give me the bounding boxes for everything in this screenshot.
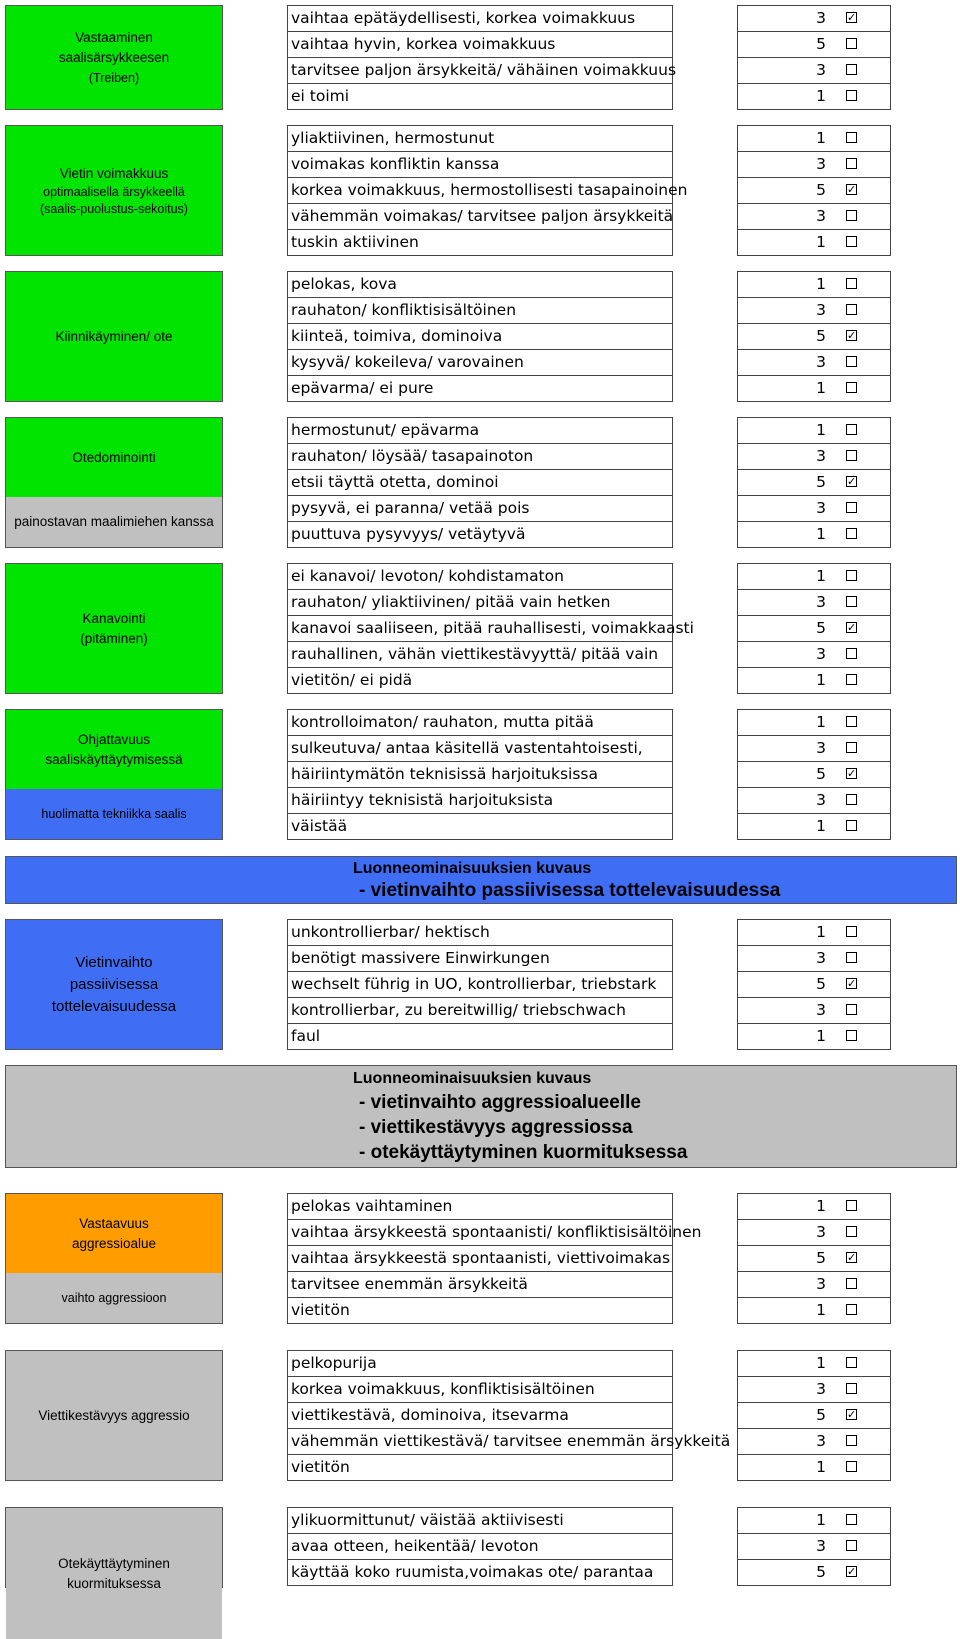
- score-cell: [737, 735, 891, 762]
- score-checkbox[interactable]: [846, 1278, 857, 1289]
- score-value: 1: [816, 923, 826, 941]
- score-cell: [737, 1193, 891, 1220]
- score-checkbox[interactable]: [846, 210, 857, 221]
- option-text: vietitön/ ei pidä: [287, 667, 673, 694]
- score-value: 3: [816, 949, 826, 967]
- score-cell: [737, 615, 891, 642]
- score-value: 3: [816, 1432, 826, 1450]
- header-line: - viettikestävyys aggressiossa: [359, 1117, 633, 1138]
- option-text: korkea voimakkuus, konfliktisisältöinen: [287, 1376, 673, 1403]
- label-line: Vietin voimakkuus: [59, 165, 169, 181]
- header-title: Luonneominaisuuksien kuvaus: [353, 860, 592, 877]
- score-cell: [737, 443, 891, 470]
- option-text: avaa otteen, heikentää/ levoton: [287, 1533, 673, 1560]
- score-checkbox[interactable]: [846, 1226, 857, 1237]
- option-text: ylikuormittunut/ väistää aktiivisesti: [287, 1507, 673, 1534]
- score-value: 1: [816, 525, 826, 543]
- option-text: käyttää koko ruumista,voimakas ote/ parantaa: [287, 1559, 673, 1586]
- score-value: 1: [816, 713, 826, 731]
- score-checkbox[interactable]: ✓: [847, 329, 857, 342]
- score-value: 1: [816, 567, 826, 585]
- label-line: kuormituksessa: [67, 1575, 161, 1591]
- score-cell: [737, 469, 891, 496]
- option-text: viettikestävä, dominoiva, itsevarma: [287, 1402, 673, 1429]
- label-line: saalisärsykkeesen: [58, 50, 170, 65]
- score-value: 3: [816, 9, 826, 27]
- label-line: Viettikestävyys aggressio: [38, 1407, 190, 1423]
- score-cell: [737, 349, 891, 376]
- score-checkbox[interactable]: [846, 926, 857, 937]
- score-value: 1: [816, 129, 826, 147]
- option-text: pelokas vaihtaminen: [287, 1193, 673, 1220]
- score-value: 1: [816, 233, 826, 251]
- score-value: 5: [816, 619, 826, 637]
- score-cell: [737, 1533, 891, 1560]
- score-checkbox[interactable]: [846, 1461, 857, 1472]
- option-text: häiriintyy teknisistä harjoituksista: [287, 787, 673, 814]
- score-cell: [737, 375, 891, 402]
- score-checkbox[interactable]: [846, 742, 857, 753]
- label-line: huolimatta tekniikka saalis: [41, 806, 187, 821]
- option-text: kysyvä/ kokeileva/ varovainen: [287, 349, 673, 376]
- section-header: [5, 856, 957, 904]
- score-cell: [737, 1402, 891, 1429]
- score-cell: [737, 1297, 891, 1324]
- score-checkbox[interactable]: ✓: [847, 1565, 857, 1578]
- score-cell: [737, 1376, 891, 1403]
- label-line: (Treiben): [88, 71, 140, 85]
- option-text: puuttuva pysyvyys/ vetäytyvä: [287, 521, 673, 548]
- score-value: 1: [816, 1027, 826, 1045]
- label-line: tottelevaisuudessa: [51, 997, 177, 1015]
- score-checkbox[interactable]: [846, 1383, 857, 1394]
- score-cell: [737, 1245, 891, 1272]
- option-text: vietitön: [287, 1297, 673, 1324]
- score-checkbox[interactable]: [846, 38, 857, 49]
- option-text: etsii täyttä otetta, dominoi: [287, 469, 673, 496]
- option-text: vähemmän viettikestävä/ tarvitsee enemmän ärsykkeitä: [287, 1428, 673, 1455]
- score-cell: [737, 787, 891, 814]
- score-value: 5: [816, 1406, 826, 1424]
- score-value: 3: [816, 301, 826, 319]
- score-cell: [737, 495, 891, 522]
- section-header: [5, 1065, 957, 1168]
- score-checkbox[interactable]: [846, 952, 857, 963]
- score-cell: [737, 945, 891, 972]
- label-line: optimaalisella ärsykkeellä: [43, 184, 185, 199]
- score-value: 3: [816, 593, 826, 611]
- score-value: 5: [816, 1249, 826, 1267]
- trait-label: [5, 125, 223, 256]
- option-text: unkontrollierbar/ hektisch: [287, 919, 673, 946]
- score-value: 3: [816, 1223, 826, 1241]
- trait-label: [5, 1350, 223, 1481]
- label-line: Otedominointi: [72, 449, 156, 465]
- score-checkbox[interactable]: [846, 382, 857, 393]
- score-checkbox[interactable]: ✓: [847, 977, 857, 990]
- trait-label: [5, 1193, 223, 1324]
- option-text: vaihtaa hyvin, korkea voimakkuus: [287, 31, 673, 58]
- score-checkbox[interactable]: ✓: [847, 475, 857, 488]
- score-value: 3: [816, 645, 826, 663]
- score-value: 3: [816, 1537, 826, 1555]
- option-text: wechselt führig in UO, kontrollierbar, triebstark: [287, 971, 673, 998]
- trait-label: [5, 1507, 223, 1591]
- score-cell: [737, 1350, 891, 1377]
- score-cell: [737, 57, 891, 84]
- header-line: - vietinvaihto aggressioalueelle: [359, 1092, 641, 1113]
- trait-label: [5, 5, 223, 110]
- score-value: 1: [816, 1354, 826, 1372]
- score-cell: [737, 229, 891, 256]
- score-checkbox[interactable]: [846, 1435, 857, 1446]
- score-cell: [737, 667, 891, 694]
- score-checkbox[interactable]: [846, 1304, 857, 1315]
- score-value: 3: [816, 1275, 826, 1293]
- label-line: vaihto aggressioon: [61, 1290, 167, 1305]
- score-cell: [737, 1428, 891, 1455]
- option-text: pelkopurija: [287, 1350, 673, 1377]
- label-line: Ohjattavuus: [77, 731, 151, 747]
- score-value: 5: [816, 35, 826, 53]
- score-checkbox[interactable]: [846, 528, 857, 539]
- label-line: aggressioalue: [71, 1235, 157, 1251]
- option-text: rauhaton/ löysää/ tasapainoton: [287, 443, 673, 470]
- score-value: 3: [816, 499, 826, 517]
- score-value: 1: [816, 87, 826, 105]
- label-line: (pitäminen): [80, 630, 148, 646]
- score-value: 1: [816, 671, 826, 689]
- score-checkbox[interactable]: [846, 132, 857, 143]
- score-cell: [737, 1559, 891, 1586]
- score-checkbox[interactable]: [846, 64, 857, 75]
- option-text: pysyvä, ei paranna/ vetää pois: [287, 495, 673, 522]
- trait-label: [5, 563, 223, 694]
- label-line: Otekäyttäytyminen: [58, 1555, 170, 1571]
- score-value: 3: [816, 1001, 826, 1019]
- score-checkbox[interactable]: [846, 1540, 857, 1551]
- option-text: kanavoi saaliiseen, pitää rauhallisesti, voimakkaasti: [287, 615, 673, 642]
- score-value: 5: [816, 327, 826, 345]
- score-value: 1: [816, 275, 826, 293]
- option-text: ei kanavoi/ levoton/ kohdistamaton: [287, 563, 673, 590]
- option-text: kiinteä, toimiva, dominoiva: [287, 323, 673, 350]
- score-value: 5: [816, 975, 826, 993]
- score-cell: [737, 641, 891, 668]
- score-cell: [737, 5, 891, 32]
- option-text: tuskin aktiivinen: [287, 229, 673, 256]
- option-text: rauhaton/ yliaktiivinen/ pitää vain hetken: [287, 589, 673, 616]
- score-value: 3: [816, 791, 826, 809]
- score-cell: [737, 919, 891, 946]
- option-text: väistää: [287, 813, 673, 840]
- score-checkbox[interactable]: [846, 278, 857, 289]
- option-text: sulkeutuva/ antaa käsitellä vastentahtoisesti,: [287, 735, 673, 762]
- option-text: yliaktiivinen, hermostunut: [287, 125, 673, 152]
- option-text: faul: [287, 1023, 673, 1050]
- header-title: Luonneominaisuuksien kuvaus: [353, 1070, 592, 1087]
- score-checkbox[interactable]: [846, 502, 857, 513]
- score-checkbox[interactable]: [846, 90, 857, 101]
- trait-label: [5, 417, 223, 548]
- score-value: 1: [816, 1197, 826, 1215]
- score-checkbox[interactable]: ✓: [847, 11, 857, 24]
- score-checkbox[interactable]: [846, 596, 857, 607]
- score-value: 3: [816, 207, 826, 225]
- label-line: Vastaavuus: [79, 1215, 149, 1231]
- score-cell: [737, 125, 891, 152]
- option-text: tarvitsee paljon ärsykkeitä/ vähäinen voimakkuus: [287, 57, 673, 84]
- score-value: 5: [816, 181, 826, 199]
- label-line: Kiinnikäyminen/ ote: [55, 328, 173, 344]
- score-cell: [737, 521, 891, 548]
- score-checkbox[interactable]: [846, 304, 857, 315]
- score-value: 3: [816, 447, 826, 465]
- score-value: 3: [816, 353, 826, 371]
- score-cell: [737, 1219, 891, 1246]
- score-value: 3: [816, 61, 826, 79]
- score-checkbox[interactable]: [846, 648, 857, 659]
- score-cell: [737, 589, 891, 616]
- score-checkbox[interactable]: [846, 570, 857, 581]
- trait-label: [5, 271, 223, 402]
- label-line: Vietinvaihto: [75, 953, 153, 971]
- trait-label: [5, 709, 223, 840]
- score-cell: [737, 31, 891, 58]
- score-value: 3: [816, 155, 826, 173]
- score-value: 1: [816, 421, 826, 439]
- option-text: tarvitsee enemmän ärsykkeitä: [287, 1271, 673, 1298]
- header-line: - otekäyttäytyminen kuormituksessa: [359, 1142, 688, 1163]
- trait-label: [5, 919, 223, 1050]
- score-cell: [737, 297, 891, 324]
- score-cell: [737, 1454, 891, 1481]
- score-checkbox[interactable]: [846, 794, 857, 805]
- score-checkbox[interactable]: [846, 1357, 857, 1368]
- score-cell: [737, 1271, 891, 1298]
- score-checkbox[interactable]: [846, 1514, 857, 1525]
- score-cell: [737, 177, 891, 204]
- score-cell: [737, 971, 891, 998]
- score-cell: [737, 1507, 891, 1534]
- label-line: passiivisessa: [69, 975, 159, 993]
- label-line: Kanavointi: [82, 610, 146, 626]
- score-checkbox[interactable]: [846, 1200, 857, 1211]
- score-checkbox[interactable]: ✓: [847, 767, 857, 780]
- score-checkbox[interactable]: [846, 236, 857, 247]
- score-cell: [737, 709, 891, 736]
- option-text: ei toimi: [287, 83, 673, 110]
- score-value: 5: [816, 1563, 826, 1581]
- option-text: vaihtaa ärsykkeestä spontaanisti, viettivoimakas: [287, 1245, 673, 1272]
- score-checkbox[interactable]: ✓: [847, 1408, 857, 1421]
- score-value: 1: [816, 379, 826, 397]
- score-checkbox[interactable]: [846, 424, 857, 435]
- score-value: 3: [816, 739, 826, 757]
- score-value: 1: [816, 1458, 826, 1476]
- score-cell: [737, 761, 891, 788]
- label-line: saaliskäyttäytymisessä: [45, 751, 183, 767]
- score-cell: [737, 1023, 891, 1050]
- option-text: voimakas konfliktin kanssa: [287, 151, 673, 178]
- score-checkbox[interactable]: [846, 450, 857, 461]
- score-value: 1: [816, 1511, 826, 1529]
- score-value: 5: [816, 473, 826, 491]
- score-cell: [737, 323, 891, 350]
- option-text: rauhallinen, vähän viettikestävyyttä/ pitää vain: [287, 641, 673, 668]
- option-text: pelokas, kova: [287, 271, 673, 298]
- option-text: rauhaton/ konfliktisisältöinen: [287, 297, 673, 324]
- option-text: vähemmän voimakas/ tarvitsee paljon ärsykkeitä: [287, 203, 673, 230]
- option-text: hermostunut/ epävarma: [287, 417, 673, 444]
- score-checkbox[interactable]: [846, 1004, 857, 1015]
- option-text: korkea voimakkuus, hermostollisesti tasapainoinen: [287, 177, 673, 204]
- score-cell: [737, 813, 891, 840]
- score-checkbox[interactable]: [846, 820, 857, 831]
- header-line: - vietinvaihto passiivisessa tottelevaisuudessa: [359, 880, 781, 901]
- score-cell: [737, 151, 891, 178]
- score-cell: [737, 417, 891, 444]
- score-checkbox[interactable]: ✓: [847, 183, 857, 196]
- option-text: kontrollierbar, zu bereitwillig/ triebschwach: [287, 997, 673, 1024]
- score-checkbox[interactable]: [846, 716, 857, 727]
- score-value: 1: [816, 1301, 826, 1319]
- option-text: kontrolloimaton/ rauhaton, mutta pitää: [287, 709, 673, 736]
- score-value: 5: [816, 765, 826, 783]
- option-text: epävarma/ ei pure: [287, 375, 673, 402]
- option-text: vietitön: [287, 1454, 673, 1481]
- score-checkbox[interactable]: ✓: [847, 621, 857, 634]
- score-checkbox[interactable]: [846, 356, 857, 367]
- score-value: 1: [816, 817, 826, 835]
- score-checkbox[interactable]: ✓: [847, 1251, 857, 1264]
- option-text: vaihtaa epätäydellisesti, korkea voimakkuus: [287, 5, 673, 32]
- label-line: painostavan maalimiehen kanssa: [14, 514, 214, 529]
- score-checkbox[interactable]: [846, 1030, 857, 1041]
- option-text: vaihtaa ärsykkeestä spontaanisti/ konfliktisisältöinen: [287, 1219, 673, 1246]
- option-text: benötigt massivere Einwirkungen: [287, 945, 673, 972]
- option-text: häiriintymätön teknisissä harjoituksissa: [287, 761, 673, 788]
- score-cell: [737, 271, 891, 298]
- score-value: 3: [816, 1380, 826, 1398]
- score-cell: [737, 563, 891, 590]
- label-line: (saalis-puolustus-sekoitus): [40, 201, 188, 216]
- score-cell: [737, 83, 891, 110]
- label-line: Vastaaminen: [75, 30, 153, 45]
- score-checkbox[interactable]: [846, 158, 857, 169]
- score-cell: [737, 203, 891, 230]
- score-checkbox[interactable]: [846, 674, 857, 685]
- score-cell: [737, 997, 891, 1024]
